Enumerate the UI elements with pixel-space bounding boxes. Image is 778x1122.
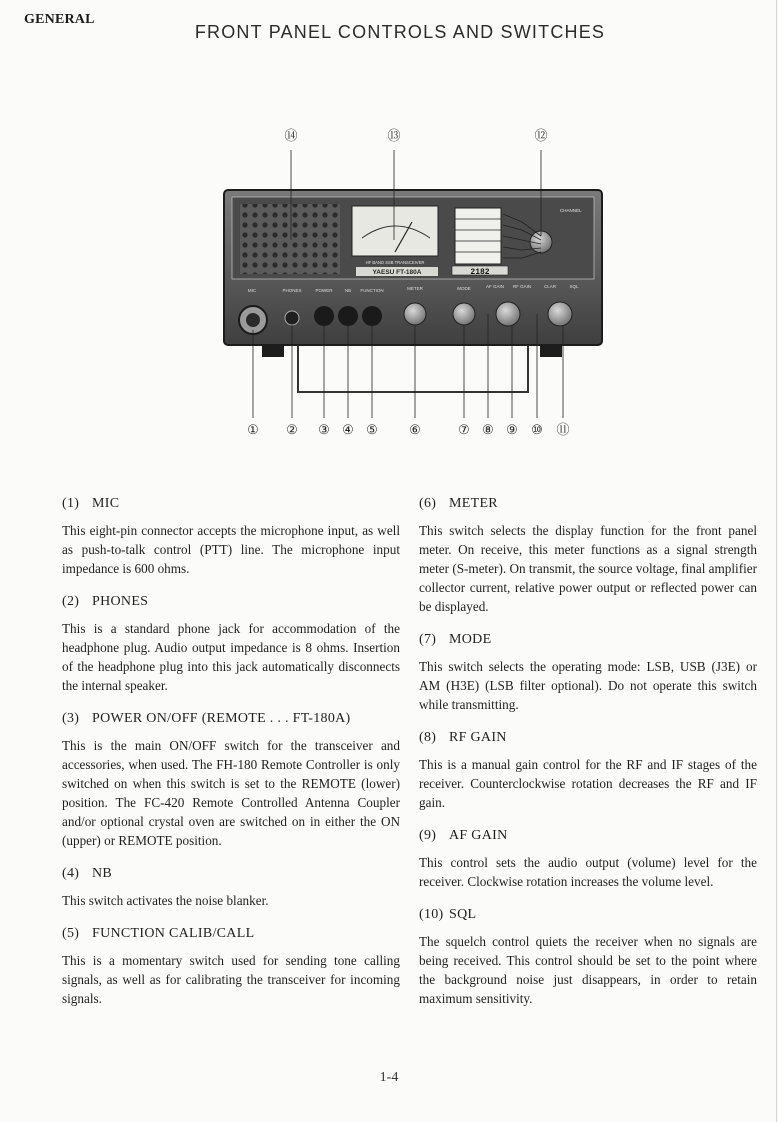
frequency-display: 2182	[470, 268, 490, 277]
item-body: This control sets the audio output (volume) level for the receiver. Clockwise rotation increases the volume level.	[419, 855, 757, 889]
label-rf-gain: RF GAIN	[512, 284, 532, 289]
callout-14: ⑭	[284, 128, 298, 143]
callout-7: ⑦	[458, 422, 470, 437]
nb-switch	[338, 306, 358, 326]
item-number: (7)	[419, 632, 437, 647]
item-number: (8)	[419, 730, 437, 745]
item-number: (9)	[419, 828, 437, 843]
callout-8: ⑧	[482, 422, 494, 437]
item-title: SQL	[449, 907, 477, 922]
item-body: This eight-pin connector accepts the microphone input, as well as push-to-talk control (PTT) line. The microphone input impedance is 600 ohms.	[62, 523, 400, 576]
brand-model: YAESU FT-180A	[372, 269, 422, 276]
callout-4: ④	[342, 422, 354, 437]
label-phones: PHONES	[282, 288, 302, 293]
power-switch	[314, 306, 334, 326]
right-column	[419, 494, 757, 1022]
item-sql	[419, 905, 757, 1008]
item-number: (4)	[62, 866, 80, 881]
callout-2: ②	[286, 422, 298, 437]
item-title: METER	[449, 496, 498, 511]
callout-12: ⑫	[534, 128, 548, 143]
item-number: (2)	[62, 594, 80, 609]
transceiver-figure	[0, 0, 778, 460]
callout-11: ⑪	[556, 422, 570, 437]
callout-10: ⑩	[531, 422, 543, 437]
label-sql: SQL	[569, 284, 579, 289]
callout-5: ⑤	[366, 422, 378, 437]
item-mic	[62, 494, 400, 578]
item-title: POWER ON/OFF (REMOTE . . . FT-180A)	[92, 711, 351, 726]
item-number: (5)	[62, 926, 80, 941]
item-title: RF GAIN	[449, 730, 507, 745]
callout-13: ⑬	[387, 128, 401, 143]
margin-rule	[776, 0, 777, 1122]
item-rf-gain	[419, 728, 757, 812]
item-nb	[62, 864, 400, 910]
item-number: (3)	[62, 711, 80, 726]
left-column	[62, 494, 400, 1022]
meter-window	[352, 206, 438, 256]
label-af-gain: AF GAIN	[485, 284, 505, 289]
page-title: FRONT PANEL CONTROLS AND SWITCHES	[194, 22, 606, 42]
item-body: This switch selects the operating mode: LSB, USB (J3E) or AM (H3E) (LSB filter optional). Do not operate this switch while transmitting.	[419, 659, 757, 712]
label-power: POWER	[315, 288, 333, 293]
channel-labels	[455, 208, 501, 264]
meter-caption: HF BAND SSB TRANSCEIVER	[365, 260, 425, 265]
item-power	[62, 709, 400, 850]
callout-9: ⑨	[506, 422, 518, 437]
item-body: This is a momentary switch used for sending tone calling signals, as well as for calibrating the transceiver for incoming signals.	[62, 953, 400, 1006]
tilt-stand	[298, 345, 528, 392]
item-function	[62, 924, 400, 1008]
channel-label: CHANNEL	[560, 208, 582, 213]
item-title: MIC	[92, 496, 120, 511]
phones-jack	[285, 311, 299, 325]
item-mode	[419, 630, 757, 714]
item-title: NB	[92, 866, 113, 881]
item-body: This is the main ON/OFF switch for the transceiver and accessories, when used. The FH-180 Remote Controller is only switched on when this switch is set to the REMOTE (lower) position. The FC-420 Remote Controlled Antenna Coupler and/or optional crystal oven are switched on in either the ON (upper) or REMOTE position.	[62, 738, 400, 848]
mode-knob	[453, 303, 475, 325]
section-tag: GENERAL	[24, 12, 95, 27]
item-title: FUNCTION CALIB/CALL	[92, 926, 255, 941]
item-title: MODE	[449, 632, 492, 647]
label-meter: METER	[407, 286, 423, 291]
item-title: PHONES	[92, 594, 149, 609]
item-number: (10)	[419, 907, 444, 922]
clar-sql-knob	[548, 302, 572, 326]
item-af-gain	[419, 826, 757, 891]
label-nb: NB	[344, 288, 352, 293]
label-function: FUNCTION	[360, 288, 384, 293]
function-switch	[362, 306, 382, 326]
label-mode: MODE	[457, 286, 471, 291]
callout-1: ①	[247, 422, 259, 437]
item-meter	[419, 494, 757, 616]
item-body: This switch activates the noise blanker.	[62, 893, 269, 908]
meter-knob	[404, 303, 426, 325]
item-body: The squelch control quiets the receiver when no signals are being received. This control should be set to the point where the background noise just disappears, in order to retain maximum sensitivity.	[419, 934, 757, 1006]
label-mic: MIC	[247, 288, 257, 293]
item-body: This is a manual gain control for the RF and IF stages of the receiver. Counterclockwise rotation decreases the RF and IF gain.	[419, 757, 757, 810]
af-rf-knob	[496, 302, 520, 326]
item-title: AF GAIN	[449, 828, 508, 843]
speaker-grille	[240, 204, 340, 274]
item-body: This is a standard phone jack for accommodation of the headphone plug. Audio output impedance is 8 ohms. Insertion of the headphone plug into this jack automatically disconnects the internal speaker.	[62, 621, 400, 693]
item-number: (1)	[62, 496, 80, 511]
page-number: 1-4	[379, 1070, 399, 1085]
item-phones	[62, 592, 400, 695]
callout-6: ⑥	[409, 422, 421, 437]
item-body: This switch selects the display function for the front panel meter. On receive, this meter functions as a signal strength meter (S-meter). On transmit, the source voltage, final amplifier collector current, relative power output or reflected power can be displayed.	[419, 523, 757, 614]
label-clar: CLAR	[543, 284, 557, 289]
callout-3: ③	[318, 422, 330, 437]
item-number: (6)	[419, 496, 437, 511]
